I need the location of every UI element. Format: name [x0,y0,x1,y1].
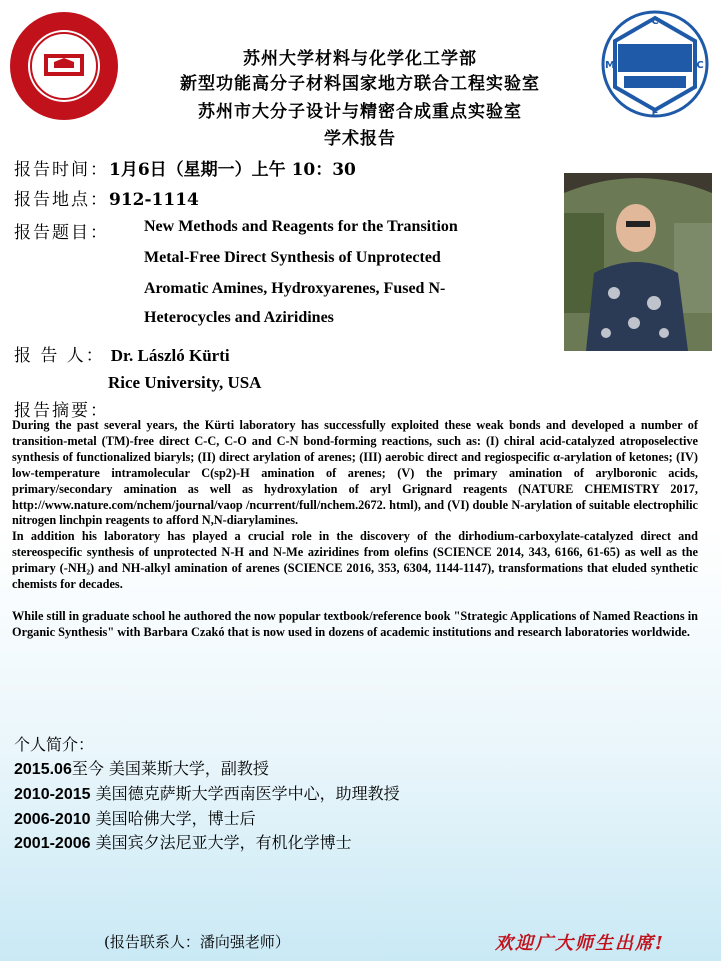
welcome-message: 欢迎广大师生出席! [495,933,665,954]
abstract-paragraph: In addition his laboratory has played a crucial role in the discovery of the dirhodium-carboxylate-catalyzed direct and stereospecific synthesis of unprotected N-H and N-Me aziridines from olefins (SCIENCE 2014, 343, 6166, 61-65) as well as the primary (-NH₂) and NH-alkyl amination of arenes (SCIENCE 2016, 353, 6304, 1144-1147), transformations that eluded synthetic chemists for decades. [12,529,698,592]
place-label: 报告地点： [14,190,109,210]
header-lab-city: 苏州市大分子设计与精密合成重点实验室 [198,102,522,122]
bio-item: 2010-2015 美国德克萨斯大学西南医学中心，助理教授 [14,784,400,803]
place-row [14,185,199,210]
speaker-photo [564,173,712,351]
time-label: 报告时间： [14,160,109,180]
speaker-row [14,341,230,366]
topic-line: New Methods and Reagents for the Transition [144,218,458,235]
lab-logo [600,8,710,120]
header-school: 苏州大学材料与化学化工学部 [243,49,477,69]
topic-line: Metal-Free Direct Synthesis of Unprotected [144,249,441,266]
abstract-paragraph: During the past several years, the Kürti laboratory has successfully exploited these weak bonds and developed a number of transition-metal (TM)-free direct C-C, C-O and C-N bond-forming reactions, such as: (I) chiral acid-catalyzed atroposelective synthesis of functionalized biaryls; (II) direct arylation of arenes; (III) aerobic direct and regiospecific α-arylation of ketones; (IV) low-temperature intramolecular C(sp2)-H amination of arenes; (V) the primary amination of arylboronic acids, primary/secondary amination as well as hydroxylation of aryl Grignard reagents (NATURE CHEMISTRY 2017, http://www.nature.com/nchem/journal/vaop /ncurrent/full/nchem.2672. html), and (VI) double N-arylation of suitable electrophilic nitrogen linchpin reagents to afford N,N-diarylamines. [12,418,698,528]
svg-text:C: C [651,16,659,27]
abstract-paragraph: While still in graduate school he authored the now popular textbook/reference book "Strategic Applications of Named Reactions in Organic Synthesis" with Barbara Czakó that is now used in dozens of academic institutions and research laboratories worldwide. [12,608,698,639]
header-report-title: 学术报告 [324,129,396,149]
speaker-label: 报 告 人： [14,346,105,366]
header-lab-national: 新型功能高分子材料国家地方联合工程实验室 [180,74,540,94]
bio-item: 2001-2006 美国宾夕法尼亚大学，有机化学博士 [14,833,352,852]
speaker-name: Dr. László Kürti [110,346,230,365]
abstract-body [12,418,698,641]
svg-text:E: E [651,108,659,119]
university-logo [10,12,118,120]
bio-label: 个人简介： [14,735,95,754]
topic-line: Heterocycles and Aziridines [144,309,334,326]
time-row [14,155,356,180]
place-value: 912-1114 [109,190,199,210]
bio-item: 2006-2010 美国哈佛大学，博士后 [14,809,256,828]
abstract-label: 报告摘要： [14,401,109,421]
topic-label: 报告题目： [14,223,109,243]
svg-text:M: M [605,60,615,71]
svg-text:C: C [696,60,704,71]
contact-person: (报告联系人：潘向强老师） [104,933,290,951]
topic-line: Aromatic Amines, Hydroxyarenes, Fused N- [144,280,446,297]
time-value: 1月6日（星期一）上午 10：30 [109,160,356,180]
bio-item: 2015.06至今 美国莱斯大学，副教授 [14,759,269,778]
speaker-affiliation: Rice University, USA [108,373,262,392]
